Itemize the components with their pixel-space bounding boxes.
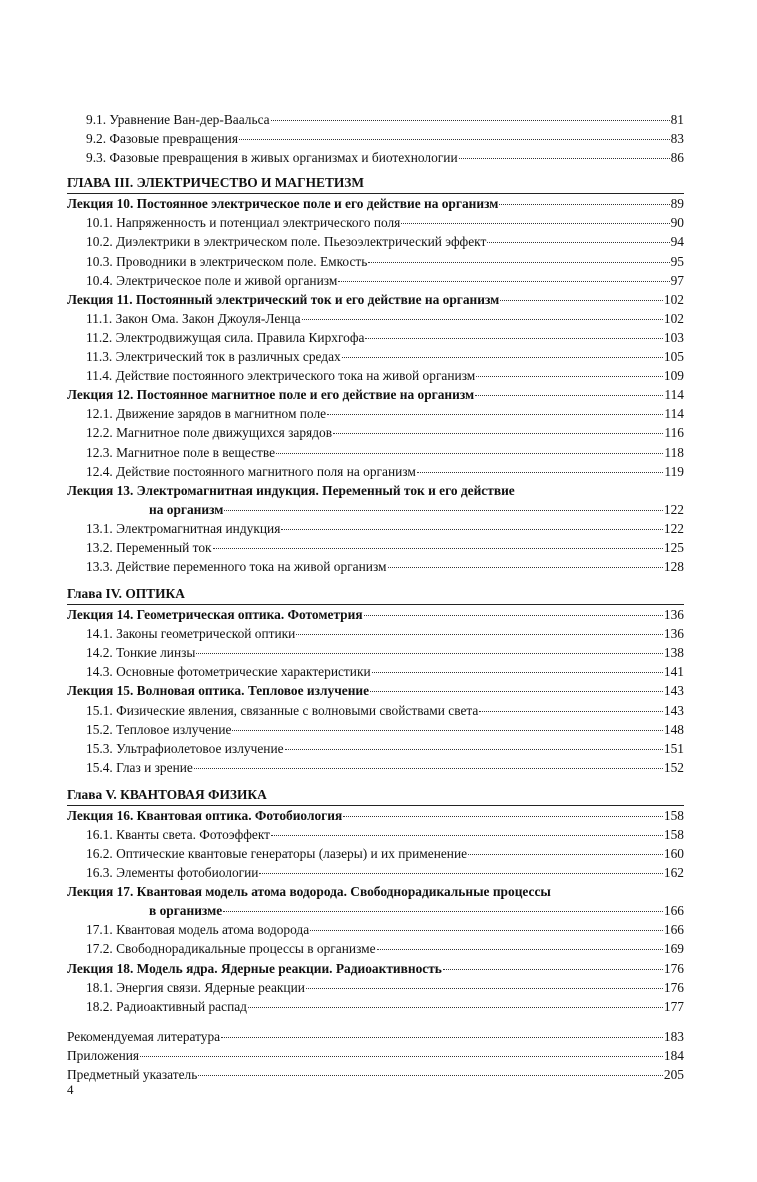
dot-leader <box>377 949 663 950</box>
dot-leader <box>499 204 669 205</box>
toc-entry-page: 86 <box>670 150 684 166</box>
back-matter-entry <box>67 1046 684 1065</box>
table-of-contents <box>67 110 684 1084</box>
toc-entry-title: Лекция 15. Волновая оптика. Тепловое излучение <box>67 683 370 699</box>
toc-entry-page: 102 <box>663 291 684 307</box>
section-entry <box>67 129 684 148</box>
toc-entry-title: 18.2. Радиоактивный распад <box>86 998 247 1014</box>
section-entry <box>67 443 684 462</box>
toc-entry-title: Рекомендуемая литература <box>67 1028 221 1044</box>
page-number: 4 <box>67 1082 74 1097</box>
dot-leader <box>196 653 662 654</box>
lecture-entry <box>67 194 684 213</box>
dot-leader <box>475 395 663 396</box>
toc-entry-title: 15.4. Глаз и зрение <box>86 759 193 775</box>
toc-entry-page: 103 <box>663 329 684 345</box>
lecture-entry <box>67 806 684 825</box>
toc-entry-title: 15.3. Ультрафиолетовое излучение <box>86 740 284 756</box>
toc-entry-title: Лекция 18. Модель ядра. Ядерные реакции. Радиоактивность <box>67 960 442 976</box>
dot-leader <box>259 873 662 874</box>
toc-entry-page: 151 <box>663 740 684 756</box>
toc-entry-page: 125 <box>663 539 684 555</box>
toc-entry-title: 11.2. Электродвижущая сила. Правила Кирхгофа <box>86 329 365 345</box>
toc-entry-page: 114 <box>664 406 684 422</box>
section-entry <box>67 404 684 423</box>
toc-entry-title: 9.3. Фазовые превращения в живых организмах и биотехнологии <box>86 150 458 166</box>
dot-leader <box>296 634 663 635</box>
section-entry <box>67 309 684 328</box>
toc-entry-page: 177 <box>663 998 684 1014</box>
dot-leader <box>276 453 663 454</box>
section-entry <box>67 844 684 863</box>
toc-entry-title: 10.2. Диэлектрики в электрическом поле. Пьезоэлектрический эффект <box>86 234 487 250</box>
toc-entry-page: 116 <box>664 425 684 441</box>
section-entry <box>67 720 684 739</box>
section-entry <box>67 643 684 662</box>
dot-leader <box>476 376 663 377</box>
toc-entry-page: 166 <box>663 903 684 919</box>
toc-entry-page: 158 <box>663 807 684 823</box>
toc-entry-page: 122 <box>663 520 684 536</box>
section-entry <box>67 148 684 167</box>
toc-entry-title: 14.3. Основные фотометрические характеристики <box>86 664 371 680</box>
toc-entry-page: 176 <box>663 960 684 976</box>
dot-leader <box>194 768 663 769</box>
dot-leader <box>365 338 662 339</box>
toc-entry-page: 143 <box>663 702 684 718</box>
toc-entry-page: 162 <box>663 865 684 881</box>
toc-entry-title: 12.1. Движение зарядов в магнитном поле <box>86 406 327 422</box>
section-entry <box>67 252 684 271</box>
toc-entry-title: Лекция 10. Постоянное электрическое поле и его действие на организм <box>67 196 499 212</box>
back-matter-entry <box>67 1065 684 1084</box>
dot-leader <box>213 548 663 549</box>
toc-entry-title: 9.1. Уравнение Ван-дер-Ваальса <box>86 112 270 127</box>
lecture-entry <box>67 290 684 309</box>
dot-leader <box>343 816 663 817</box>
section-entry <box>67 557 684 576</box>
toc-entry-page: 136 <box>663 607 684 623</box>
toc-entry-title: 15.1. Физические явления, связанные с волновыми свойствами света <box>86 702 479 718</box>
back-matter-entry <box>67 1027 684 1046</box>
lecture-title-line: Лекция 17. Квантовая модель атома водорода. Свободнорадикальные процессы <box>67 884 551 900</box>
dot-leader <box>417 472 664 473</box>
dot-leader <box>285 749 663 750</box>
toc-entry-title: 16.3. Элементы фотобиологии <box>86 865 259 881</box>
section-entry <box>67 538 684 557</box>
toc-entry-title: 18.1. Энергия связи. Ядерные реакции <box>86 979 305 995</box>
section-entry <box>67 920 684 939</box>
toc-entry-page: 136 <box>663 626 684 642</box>
dot-leader <box>479 711 663 712</box>
dot-leader <box>468 854 663 855</box>
dot-leader <box>310 930 663 931</box>
lecture-title-continuation <box>67 901 684 920</box>
dot-leader <box>221 1037 663 1038</box>
section-entry <box>67 978 684 997</box>
chapter-heading: Глава V. КВАНТОВАЯ ФИЗИКА <box>67 785 684 806</box>
dot-leader <box>443 969 663 970</box>
toc-entry-page: 152 <box>663 759 684 775</box>
toc-entry-title: 10.4. Электрическое поле и живой организм <box>86 272 338 288</box>
section-entry <box>67 110 684 129</box>
dot-leader <box>372 672 663 673</box>
toc-entry-title: 13.2. Переменный ток <box>86 539 212 555</box>
toc-entry-page: 166 <box>663 922 684 938</box>
dot-leader <box>140 1056 663 1057</box>
toc-entry-page: 114 <box>664 387 684 403</box>
dot-leader <box>364 615 663 616</box>
toc-entry-page: 119 <box>664 463 684 479</box>
lecture-entry <box>67 681 684 700</box>
dot-leader <box>500 300 663 301</box>
toc-entry-title: 16.2. Оптические квантовые генераторы (лазеры) и их применение <box>86 846 468 862</box>
dot-leader <box>342 357 663 358</box>
toc-entry-title: 11.3. Электрический ток в различных средах <box>86 349 341 365</box>
toc-entry-title: в организме <box>149 903 223 919</box>
chapter-heading: ГЛАВА III. ЭЛЕКТРИЧЕСТВО И МАГНЕТИЗМ <box>67 173 684 194</box>
dot-leader <box>368 262 669 263</box>
toc-entry-page: 169 <box>663 941 684 957</box>
toc-entry-title: 14.1. Законы геометрической оптики <box>86 626 296 642</box>
toc-entry-page: 141 <box>663 664 684 680</box>
toc-entry-page: 184 <box>663 1047 684 1063</box>
toc-entry-page: 143 <box>663 683 684 699</box>
dot-leader <box>459 158 670 159</box>
toc-entry-page: 158 <box>663 827 684 842</box>
toc-entry-page: 122 <box>663 501 684 517</box>
section-entry <box>67 328 684 347</box>
section-entry <box>67 347 684 366</box>
dot-leader <box>271 835 663 836</box>
dot-leader <box>224 510 662 511</box>
toc-entry-page: 83 <box>670 131 684 147</box>
toc-entry-title: Предметный указатель <box>67 1067 198 1083</box>
section-entry <box>67 997 684 1016</box>
dot-leader <box>248 1007 663 1008</box>
section-entry <box>67 271 684 290</box>
toc-entry-title: 12.2. Магнитное поле движущихся зарядов <box>86 425 333 441</box>
dot-leader <box>223 911 663 912</box>
toc-entry-title: 17.2. Свободнорадикальные процессы в организме <box>86 941 376 957</box>
section-entry <box>67 825 684 844</box>
section-entry <box>67 213 684 232</box>
toc-entry-title: 11.4. Действие постоянного электрического тока на живой организм <box>86 368 476 384</box>
toc-entry-page: 105 <box>663 349 684 365</box>
toc-entry-title: 14.2. Тонкие линзы <box>86 645 196 661</box>
dot-leader <box>401 223 669 224</box>
toc-entry-title: 9.2. Фазовые превращения <box>86 131 238 147</box>
toc-entry-page: 95 <box>670 253 684 269</box>
toc-entry-title: 11.1. Закон Ома. Закон Джоуля-Ленца <box>86 310 301 326</box>
toc-entry-page: 128 <box>663 558 684 574</box>
lecture-title-line: Лекция 13. Электромагнитная индукция. Переменный ток и его действие <box>67 482 515 498</box>
toc-entry-page: 118 <box>664 444 684 460</box>
section-entry <box>67 662 684 681</box>
section-entry <box>67 624 684 643</box>
toc-entry-title: 12.4. Действие постоянного магнитного поля на организм <box>86 463 416 479</box>
section-entry <box>67 519 684 538</box>
toc-entry-page: 102 <box>663 310 684 326</box>
section-entry <box>67 701 684 720</box>
toc-entry-title: 10.3. Проводники в электрическом поле. Емкость <box>86 253 368 269</box>
toc-entry-title: 17.1. Квантовая модель атома водорода <box>86 922 310 938</box>
dot-leader <box>388 567 663 568</box>
dot-leader <box>487 242 669 243</box>
dot-leader <box>281 529 663 530</box>
section-entry <box>67 863 684 882</box>
dot-leader <box>370 691 663 692</box>
dot-leader <box>239 139 670 140</box>
dot-leader <box>327 414 663 415</box>
dot-leader <box>271 120 670 121</box>
toc-entry-title: Лекция 11. Постоянный электрический ток и его действие на организм <box>67 291 500 307</box>
toc-entry-page: 89 <box>670 196 684 212</box>
toc-entry-page: 81 <box>670 112 684 127</box>
toc-entry-page: 148 <box>663 721 684 737</box>
toc-entry-page: 138 <box>663 645 684 661</box>
toc-entry-title: Лекция 16. Квантовая оптика. Фотобиология <box>67 807 343 823</box>
section-entry <box>67 366 684 385</box>
chapter-heading: Глава IV. ОПТИКА <box>67 584 684 605</box>
lecture-title-continuation <box>67 500 684 519</box>
toc-entry-page: 90 <box>670 215 684 231</box>
toc-entry-page: 109 <box>663 368 684 384</box>
dot-leader <box>306 988 663 989</box>
section-entry <box>67 758 684 777</box>
toc-entry-title: 16.1. Кванты света. Фотоэффект <box>86 827 270 842</box>
lecture-entry <box>67 385 684 404</box>
toc-entry-title: на организм <box>149 501 224 517</box>
lecture-entry <box>67 605 684 624</box>
section-entry <box>67 423 684 442</box>
toc-entry-title: Лекция 14. Геометрическая оптика. Фотометрия <box>67 607 363 623</box>
toc-entry-page: 183 <box>663 1028 684 1044</box>
toc-entry-page: 176 <box>663 979 684 995</box>
toc-entry-title: Приложения <box>67 1047 140 1063</box>
section-entry <box>67 462 684 481</box>
toc-entry-title: 12.3. Магнитное поле в веществе <box>86 444 276 460</box>
toc-entry-title: 13.3. Действие переменного тока на живой организм <box>86 558 387 574</box>
dot-leader <box>333 433 663 434</box>
section-entry <box>67 739 684 758</box>
toc-entry-title: 15.2. Тепловое излучение <box>86 721 232 737</box>
toc-entry-page: 205 <box>663 1067 684 1083</box>
toc-entry-page: 97 <box>670 272 684 288</box>
dot-leader <box>198 1075 663 1076</box>
dot-leader <box>232 730 662 731</box>
section-entry <box>67 232 684 251</box>
lecture-entry <box>67 959 684 978</box>
toc-entry-title: 13.1. Электромагнитная индукция <box>86 520 281 536</box>
toc-entry-page: 160 <box>663 846 684 862</box>
toc-entry-title: 10.1. Напряженность и потенциал электрического поля <box>86 215 401 231</box>
toc-entry-page: 94 <box>670 234 684 250</box>
dot-leader <box>338 281 669 282</box>
toc-entry-title: Лекция 12. Постоянное магнитное поле и его действие на организм <box>67 387 475 403</box>
dot-leader <box>302 319 663 320</box>
section-entry <box>67 939 684 958</box>
